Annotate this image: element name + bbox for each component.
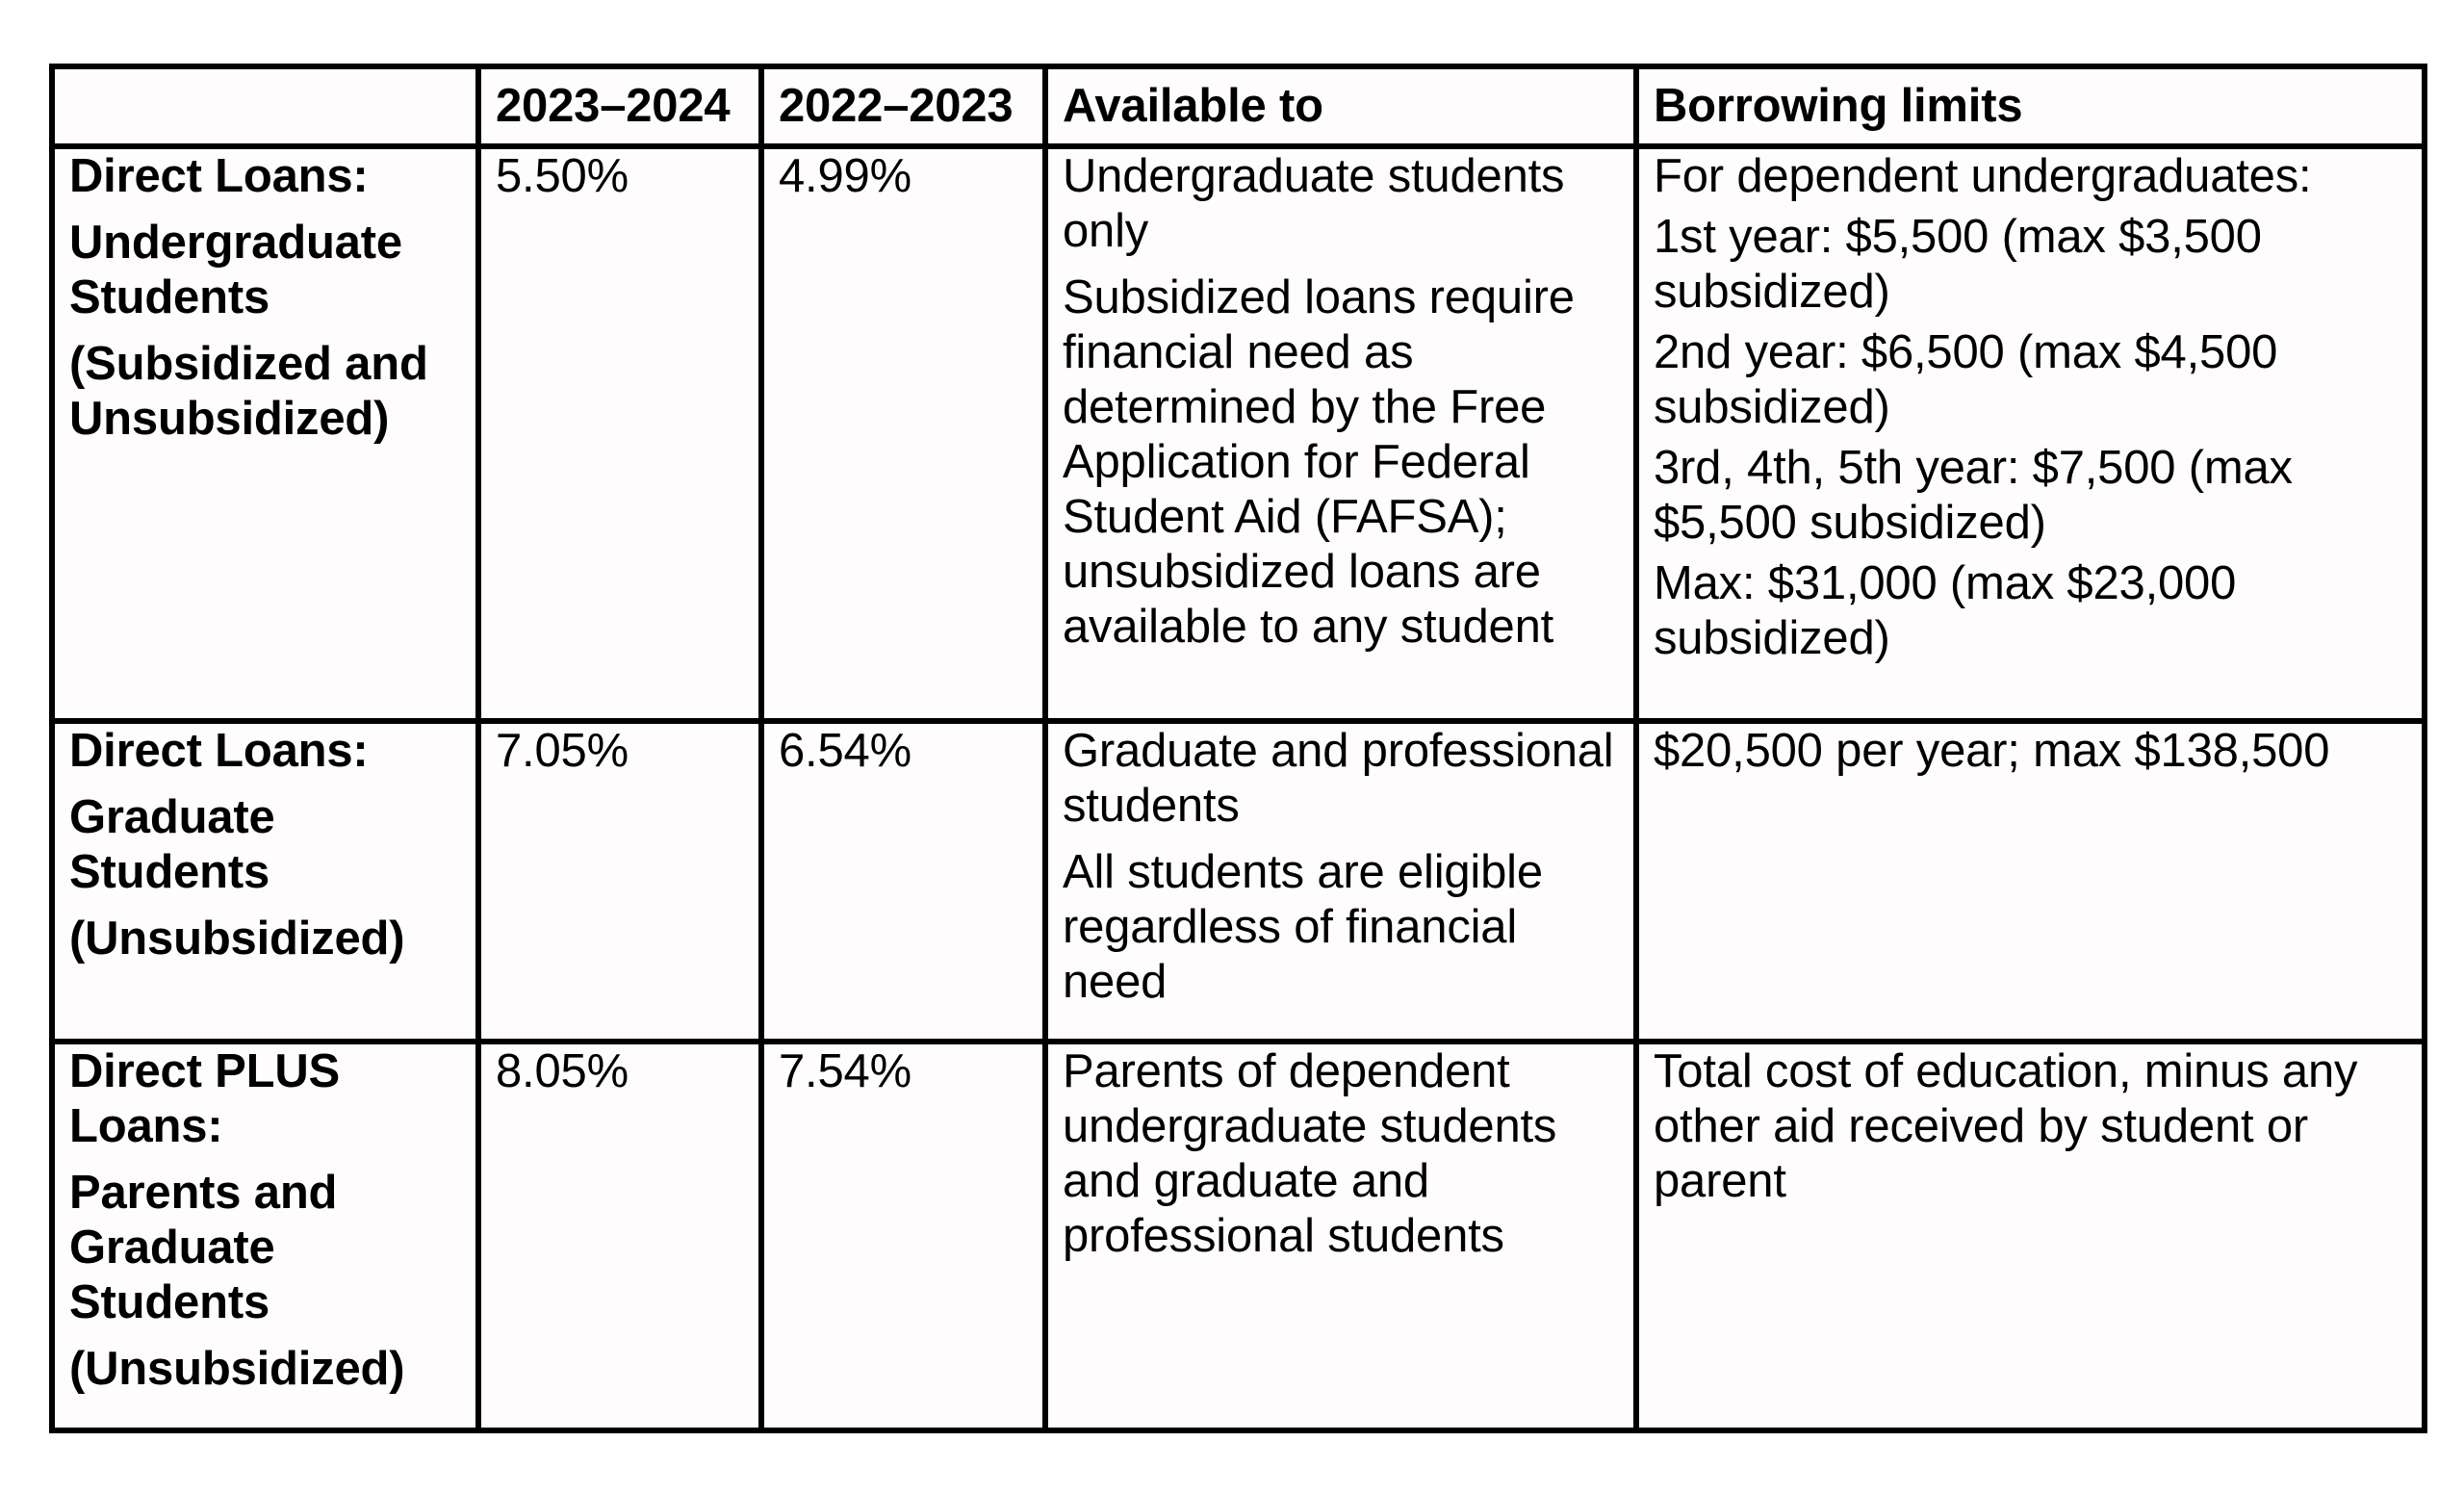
rate-2023-2024-cell: 5.50% (478, 146, 761, 721)
loan-type-line: (Subsidized and Unsubsidized) (69, 338, 428, 445)
available-to-line: Graduate and professional students (1063, 725, 1614, 832)
header-available-to: Available to (1045, 66, 1636, 146)
borrowing-limit-line: 3rd, 4th, 5th year: $7,500 (max $5,500 subsidized) (1654, 442, 2293, 549)
loan-type-line: (Unsubsidized) (69, 913, 405, 965)
federal-loan-table (49, 64, 2427, 1433)
borrowing-limits-cell (1636, 1042, 2425, 1430)
rate-2023-2024-cell: 8.05% (478, 1042, 761, 1430)
borrowing-limit-line: 1st year: $5,500 (max $3,500 subsidized) (1654, 211, 2262, 318)
table-row (52, 721, 2425, 1042)
loan-type-line: Direct PLUS Loans: (69, 1045, 340, 1152)
rate-2022-2023-cell: 7.54% (761, 1042, 1045, 1430)
loan-type-line: Undergraduate Students (69, 217, 402, 323)
header-blank (52, 66, 478, 146)
loan-type-cell (52, 721, 478, 1042)
header-2023-2024: 2023–2024 (478, 66, 761, 146)
rate-2022-2023-cell: 6.54% (761, 721, 1045, 1042)
available-to-line: Subsidized loans require financial need as determined by the Free Application for Federal Student Aid (FAFSA); unsubsidized loans are available to any student (1063, 271, 1575, 653)
loan-type-line: Graduate Students (69, 791, 275, 898)
table-row (52, 1042, 2425, 1430)
borrowing-limit-line: For dependent undergraduates: (1654, 150, 2312, 202)
available-to-cell (1045, 1042, 1636, 1430)
available-to-line: All students are eligible regardless of financial need (1063, 846, 1543, 1008)
borrowing-limits-cell (1636, 721, 2425, 1042)
borrowing-limit-line: 2nd year: $6,500 (max $4,500 subsidized) (1654, 326, 2278, 433)
borrowing-limit-line: Max: $31,000 (max $23,000 subsidized) (1654, 557, 2237, 664)
loan-type-cell (52, 146, 478, 721)
loan-type-line: Parents and Graduate Students (69, 1167, 338, 1328)
rate-2022-2023-cell: 4.99% (761, 146, 1045, 721)
table-row (52, 146, 2425, 721)
header-borrowing-limits: Borrowing limits (1636, 66, 2425, 146)
table-header-row (52, 66, 2425, 146)
borrowing-limits-cell (1636, 146, 2425, 721)
rate-2023-2024-cell: 7.05% (478, 721, 761, 1042)
borrowing-limit-line: $20,500 per year; max $138,500 (1654, 725, 2330, 777)
loan-type-line: Direct Loans: (69, 725, 369, 777)
available-to-cell (1045, 146, 1636, 721)
available-to-cell (1045, 721, 1636, 1042)
available-to-line: Undergraduate students only (1063, 150, 1565, 257)
header-2022-2023: 2022–2023 (761, 66, 1045, 146)
borrowing-limit-line: Total cost of education, minus any other aid received by student or parent (1654, 1045, 2358, 1207)
loan-type-line: (Unsubsidized) (69, 1343, 405, 1395)
loan-type-line: Direct Loans: (69, 150, 369, 202)
loan-type-cell (52, 1042, 478, 1430)
available-to-line: Parents of dependent undergraduate students and graduate and professional students (1063, 1045, 1557, 1262)
